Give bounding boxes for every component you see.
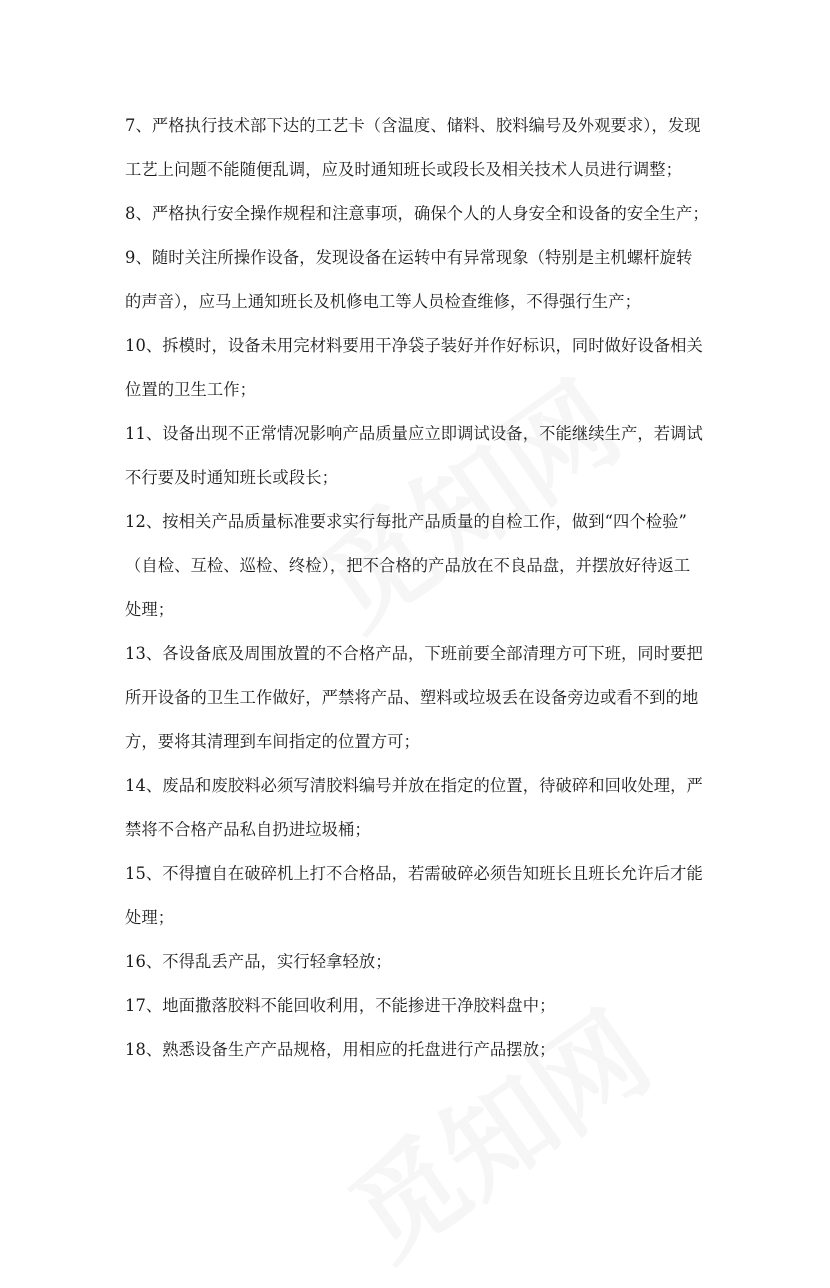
- text-line: 12、按相关产品质量标准要求实行每批产品质量的自检工作，做到“四个检验”: [125, 512, 687, 531]
- text-line: 15、不得擅自在破碎机上打不合格品，若需破碎必须告知班长且班长允许后才能: [125, 864, 703, 883]
- text-line: 9、随时关注所操作设备，发现设备在运转中有异常现象（特别是主机螺杆旋转: [125, 248, 693, 267]
- text-line: 8、严格执行安全操作规程和注意事项，确保个人的人身安全和设备的安全生产；: [125, 204, 709, 223]
- text-line: 处理；: [125, 908, 175, 927]
- text-line: 14、废品和废胶料必须写清胶料编号并放在指定的位置，待破碎和回收处理，严: [125, 776, 703, 795]
- text-line: 工艺上问题不能随便乱调，应及时通知班长或段长及相关技术人员进行调整；: [125, 160, 682, 179]
- text-line: 18、熟悉设备生产产品规格，用相应的托盘进行产品摆放；: [125, 1040, 556, 1059]
- text-line: 处理；: [125, 600, 175, 619]
- text-line: 13、各设备底及周围放置的不合格产品，下班前要全部清理方可下班，同时要把: [125, 644, 703, 663]
- text-line: 的声音），应马上通知班长及机修电工等人员检查维修，不得强行生产；: [125, 292, 642, 311]
- text-line: 10、拆模时，设备未用完材料要用干净袋子装好并作好标识，同时做好设备相关: [125, 336, 703, 355]
- text-line: 16、不得乱丢产品，实行轻拿轻放；: [125, 952, 392, 971]
- text-line: 位置的卫生工作；: [125, 380, 257, 399]
- text-line: 11、设备出现不正常情况影响产品质量应立即调试设备，不能继续生产，若调试: [125, 424, 703, 443]
- text-line: 不行要及时通知班长或段长；: [125, 468, 338, 487]
- document-body: [125, 104, 715, 1072]
- text-line: 17、地面撒落胶料不能回收利用，不能掺进干净胶料盘中；: [125, 996, 556, 1015]
- text-line: 所开设备的卫生工作做好，严禁将产品、塑料或垃圾丢在设备旁边或看不到的地: [125, 688, 699, 707]
- text-line: （自检、互检、巡检、终检），把不合格的产品放在不良品盘，并摆放好待返工: [125, 556, 691, 575]
- text-line: 7、严格执行技术部下达的工艺卡（含温度、储料、胶料编号及外观要求），发现: [125, 116, 701, 135]
- text-line: 方，要将其清理到车间指定的位置方可；: [125, 732, 420, 751]
- text-line: 禁将不合格产品私自扔进垃圾桶；: [125, 820, 371, 839]
